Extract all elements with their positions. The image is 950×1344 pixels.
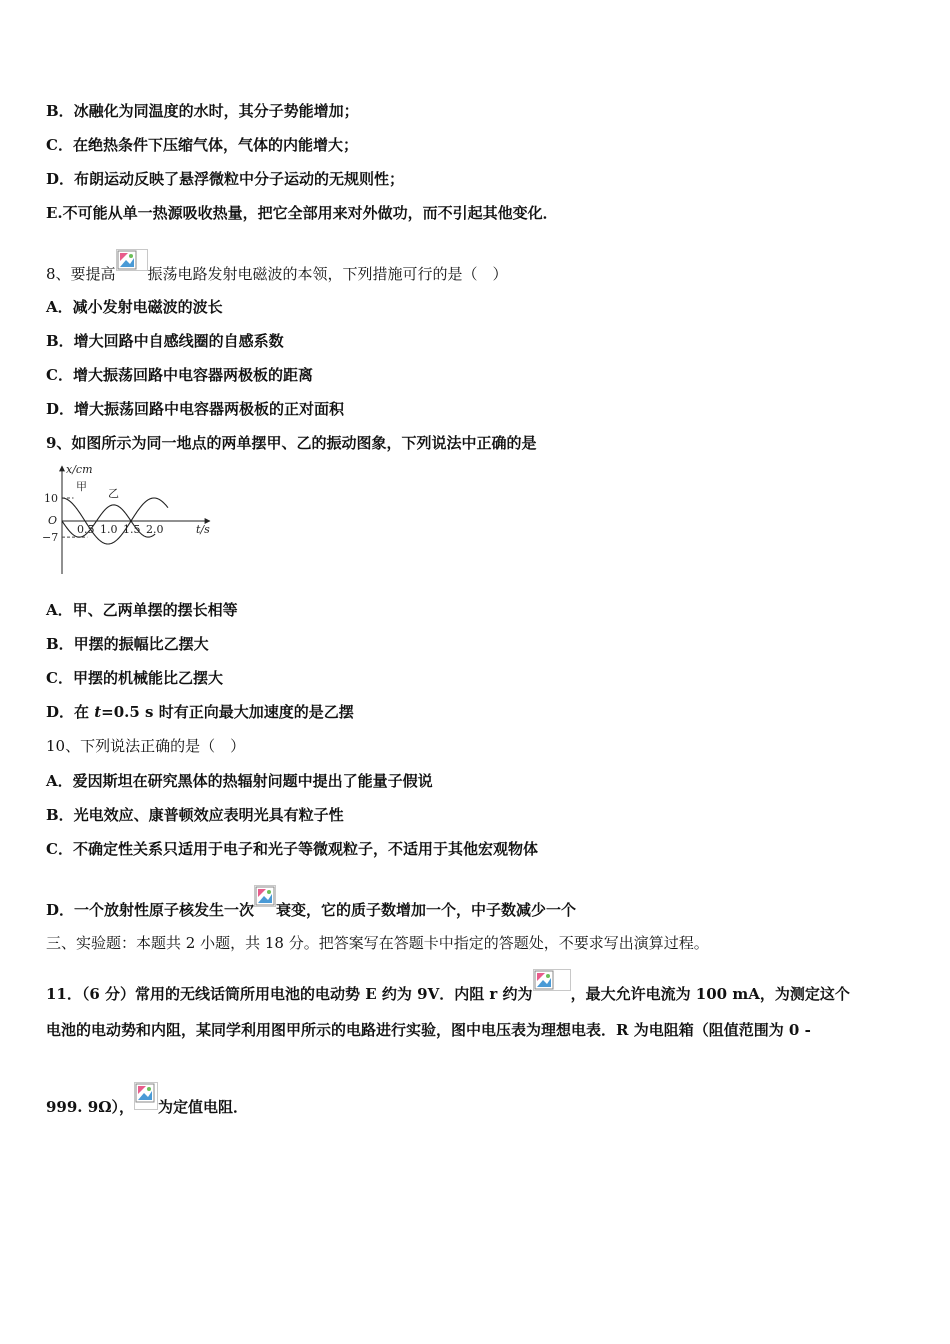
broken-image-icon — [254, 885, 276, 907]
q10-stem — [46, 735, 245, 757]
q11-line-1-end: ，最大允许电流为 100 mA，为测定这个 — [570, 985, 850, 1003]
q10-option-b: B．光电效应、康普顿效应表明光具有粒子性 — [46, 806, 344, 824]
q10-stem-text: 10、下列说法正确的是（ ） — [46, 737, 246, 755]
q9-stem: 9、如图所示为同一地点的两单摆甲、乙的振动图象，下列说法中正确的是 — [46, 434, 537, 452]
q11-line-3 — [46, 1082, 248, 1118]
q8-stem-end: 振荡电路发射电磁波的本领，下列措施可行的是（ ） — [147, 265, 508, 283]
q9-option-d — [46, 701, 354, 723]
q10-option-d — [46, 885, 576, 921]
q7-option-b: B．冰融化为同温度的水时，其分子势能增加； — [46, 102, 359, 120]
q10-option-a: A．爱因斯坦在研究黑体的热辐射问题中提出了能量子假说 — [46, 772, 433, 790]
x-tick-label: 1.5 — [123, 523, 141, 536]
q10-option-d-start: D．一个放射性原子核发生一次 — [46, 901, 255, 919]
q11-line-1-start: 11．（6 分）常用的无线话筒所用电池的电动势 E 约为 9V．内阻 r 约为 — [46, 985, 533, 1003]
x-tick-label: 1.0 — [100, 523, 118, 536]
series-label-yi: 乙 — [108, 487, 119, 500]
q11-line-2: 电池的电动势和内阻，某同学利用图甲所示的电路进行实验，图中电压表为理想电表．R 为电阻箱（阻值范围为 0 - — [46, 1021, 811, 1039]
q7-option-c: C．在绝热条件下压缩气体，气体的内能增大； — [46, 136, 358, 154]
series-label-jia: 甲 — [76, 480, 87, 493]
q9-option-c: C．甲摆的机械能比乙摆大 — [46, 669, 223, 687]
q8-stem — [46, 249, 508, 285]
q9-option-a: A．甲、乙两单摆的摆长相等 — [46, 601, 238, 619]
q8-option-c: C．增大振荡回路中电容器两极板的距离 — [46, 366, 313, 384]
q11-line-3-end: 为定值电阻． — [158, 1098, 249, 1116]
y-axis-label: x/cm — [66, 463, 93, 476]
q7-option-e: E.不可能从单一热源吸收热量，把它全部用来对外做功，而不引起其他变化． — [46, 204, 558, 222]
q9-option-d-start: D．在 — [46, 703, 95, 721]
q11-line-1 — [46, 969, 850, 1005]
y-tick-label: 10 — [44, 492, 58, 505]
q10-option-c: C．不确定性关系只适用于电子和光子等微观粒子，不适用于其他宏观物体 — [46, 840, 538, 858]
q8-option-b: B．增大回路中自感线圈的自感系数 — [46, 332, 284, 350]
broken-image-icon — [533, 969, 571, 991]
q7-option-d: D．布朗运动反映了悬浮微粒中分子运动的无规则性； — [46, 170, 405, 188]
section-3-heading — [46, 932, 709, 954]
q11-line-3-start: 999. 9Ω）， — [46, 1098, 135, 1116]
origin-label: O — [48, 514, 58, 527]
q8-option-a: A．减小发射电磁波的波长 — [46, 298, 223, 316]
q9-option-d-var: t — [94, 703, 102, 721]
y-tick-label: −7 — [42, 531, 59, 545]
q9-option-d-end: =0.5 s 时有正向最大加速度的是乙摆 — [101, 703, 354, 721]
broken-image-icon — [134, 1082, 158, 1110]
section-3-text: 三、实验题：本题共 2 小题，共 18 分。把答案写在答题卡中指定的答题处，不要求写出演算过程。 — [46, 934, 709, 952]
q10-option-d-end: 衰变，它的质子数增加一个，中子数减少一个 — [276, 901, 577, 919]
x-tick-label: 0.5 — [77, 523, 95, 536]
broken-image-icon — [116, 249, 148, 271]
x-axis-label: t/s — [196, 523, 210, 536]
x-tick-label: 2.0 — [146, 523, 164, 536]
vibration-graph — [40, 462, 230, 580]
q8-stem-start: 8、要提高 — [46, 265, 116, 283]
q9-option-b: B．甲摆的振幅比乙摆大 — [46, 635, 209, 653]
q8-option-d: D．增大振荡回路中电容器两极板的正对面积 — [46, 400, 345, 418]
